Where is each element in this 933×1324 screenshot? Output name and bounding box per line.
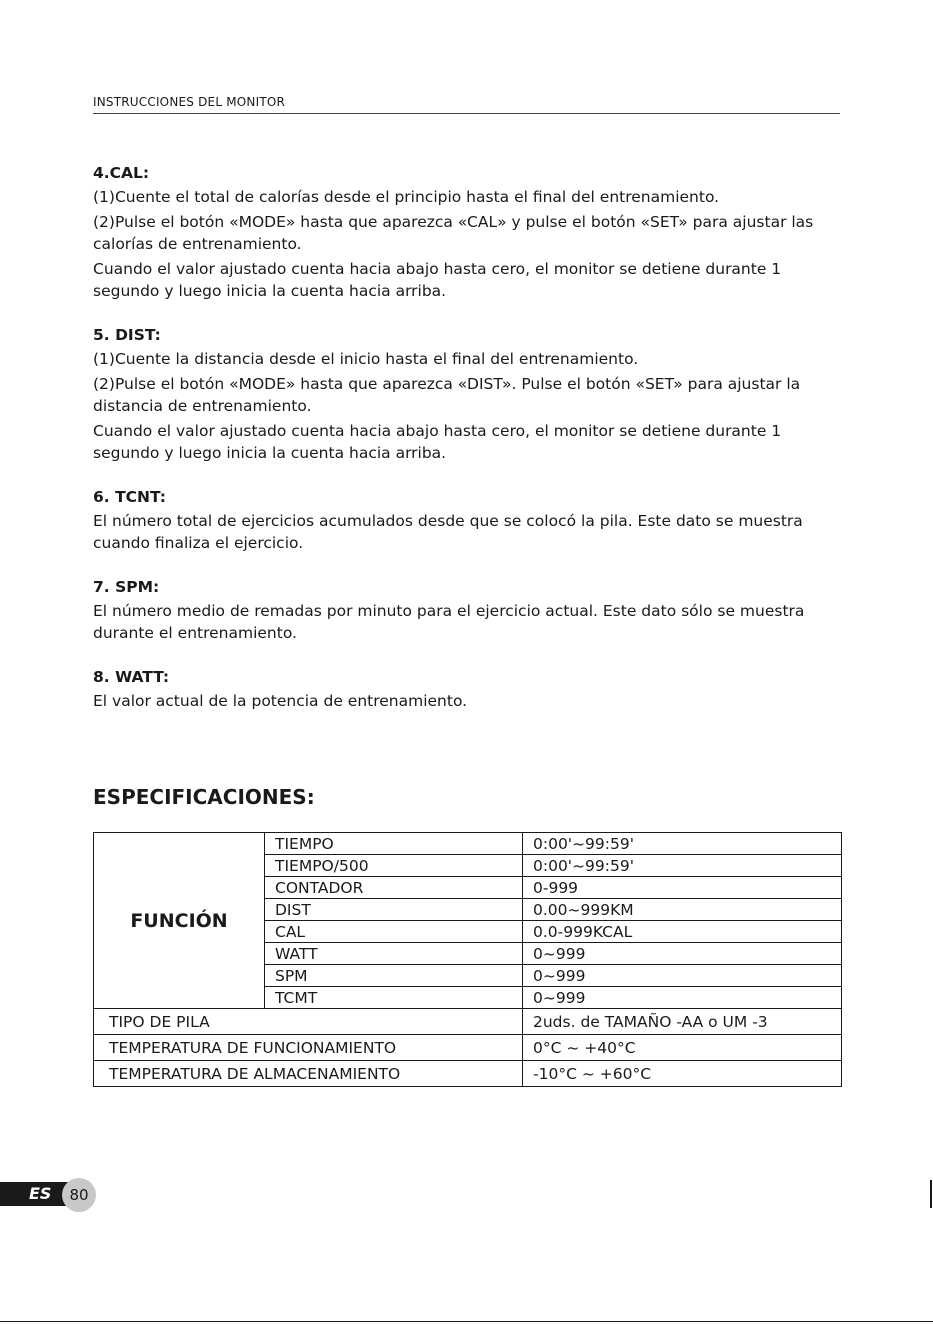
spec-value-cell: 0-999	[523, 877, 842, 899]
spec-value-cell: 0:00'~99:59'	[523, 833, 842, 855]
function-group-label: FUNCIÓN	[94, 833, 265, 1009]
section-title: 8. WATT:	[93, 668, 170, 686]
spec-name-cell: TEMPERATURA DE FUNCIONAMIENTO	[94, 1035, 523, 1061]
section-tcnt	[93, 486, 843, 554]
section-paragraph: (2)Pulse el botón «MODE» hasta que aparezca «DIST». Pulse el botón «SET» para ajustar la distancia de entrenamiento.	[93, 375, 801, 415]
section-title: 6. TCNT:	[93, 488, 166, 506]
section-paragraph: Cuando el valor ajustado cuenta hacia abajo hasta cero, el monitor se detiene durante 1 segundo y luego inicia la cuenta hacia arriba.	[93, 260, 782, 300]
section-paragraph: El número total de ejercicios acumulados desde que se colocó la pila. Este dato se muestra cuando finaliza el ejercicio.	[93, 512, 803, 552]
table-row	[94, 1009, 842, 1035]
section-paragraph: El número medio de remadas por minuto para el ejercicio actual. Este dato sólo se muestra durante el entrenamiento.	[93, 602, 805, 642]
spec-value-cell: -10°C ~ +60°C	[523, 1061, 842, 1087]
section-dist	[93, 324, 843, 464]
section-title: 7. SPM:	[93, 578, 160, 596]
section-paragraph: (2)Pulse el botón «MODE» hasta que aparezca «CAL» y pulse el botón «SET» para ajustar las calorías de entrenamiento.	[93, 213, 814, 253]
spec-name-cell: WATT	[265, 943, 523, 965]
bottom-divider	[0, 1321, 933, 1322]
spec-value-cell: 0~999	[523, 943, 842, 965]
section-title: 4.CAL:	[93, 164, 150, 182]
section-paragraph: (1)Cuente la distancia desde el inicio hasta el final del entrenamiento.	[93, 350, 639, 368]
section-paragraph: (1)Cuente el total de calorías desde el principio hasta el final del entrenamiento.	[93, 188, 720, 206]
language-code: ES	[29, 1184, 52, 1203]
spec-value-cell: 0.00~999KM	[523, 899, 842, 921]
spec-name-cell: TCMT	[265, 987, 523, 1009]
spec-name-cell: SPM	[265, 965, 523, 987]
spec-name-cell: TIEMPO	[265, 833, 523, 855]
table-row	[94, 833, 842, 855]
spec-value-cell: 0.0-999KCAL	[523, 921, 842, 943]
spec-value-cell: 0~999	[523, 987, 842, 1009]
specs-heading: ESPECIFICACIONES:	[93, 785, 315, 809]
section-paragraph: El valor actual de la potencia de entrenamiento.	[93, 692, 468, 710]
spec-name-cell: TIPO DE PILA	[94, 1009, 523, 1035]
spec-name-cell: TIEMPO/500	[265, 855, 523, 877]
spec-value-cell: 0°C ~ +40°C	[523, 1035, 842, 1061]
section-spm	[93, 576, 843, 644]
specs-table	[93, 832, 842, 1087]
running-header: INSTRUCCIONES DEL MONITOR	[93, 95, 286, 109]
section-title: 5. DIST:	[93, 326, 161, 344]
section-cal	[93, 162, 843, 302]
spec-name-cell: CONTADOR	[265, 877, 523, 899]
spec-name-cell: TEMPERATURA DE ALMACENAMIENTO	[94, 1061, 523, 1087]
spec-value-cell: 0~999	[523, 965, 842, 987]
spec-name-cell: CAL	[265, 921, 523, 943]
spec-value-cell: 0:00'~99:59'	[523, 855, 842, 877]
section-watt	[93, 666, 843, 712]
instructions-body	[93, 162, 843, 734]
header-divider	[93, 113, 840, 114]
section-paragraph: Cuando el valor ajustado cuenta hacia abajo hasta cero, el monitor se detiene durante 1 segundo y luego inicia la cuenta hacia arriba.	[93, 422, 782, 462]
table-row	[94, 1035, 842, 1061]
page-number: 80	[62, 1178, 96, 1212]
table-row	[94, 1061, 842, 1087]
spec-value-cell: 2uds. de TAMAÑO -AA o UM -3	[523, 1009, 842, 1035]
crop-mark	[930, 1180, 932, 1208]
spec-name-cell: DIST	[265, 899, 523, 921]
